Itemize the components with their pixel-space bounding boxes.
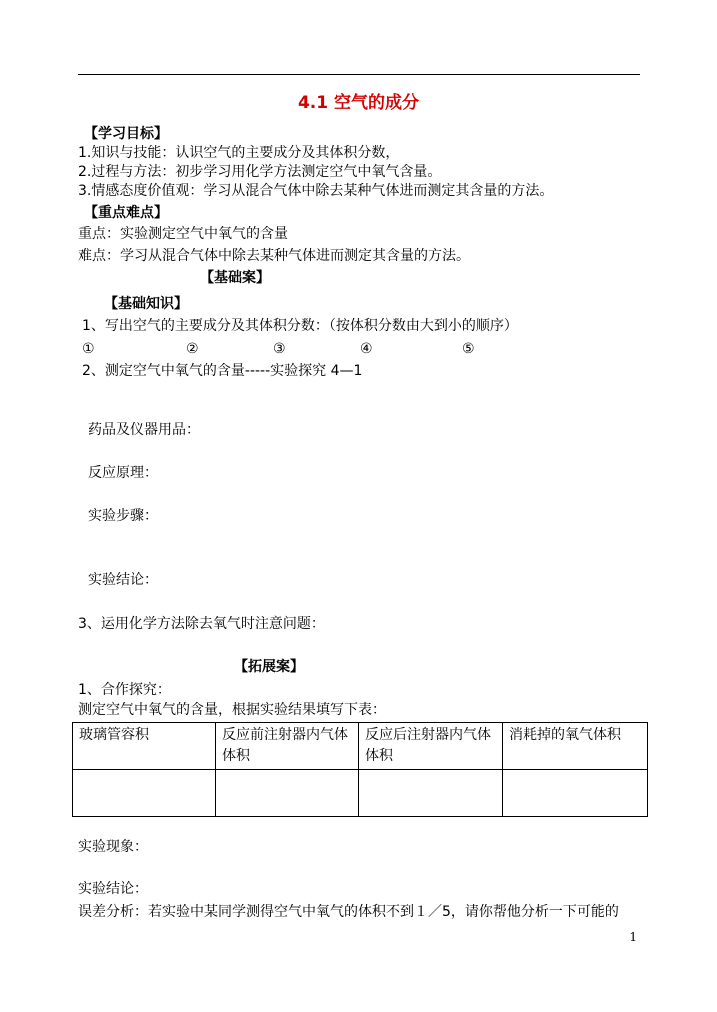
objectives-heading: 【学习目标】: [84, 126, 168, 142]
question-2: 2、测定空气中氧气的含量-----实验探究 4—1: [82, 363, 363, 379]
difficulty-text: 难点：学习从混合气体中除去某种气体进而测定其含量的方法。: [78, 248, 470, 264]
question-1: 1、写出空气的主要成分及其体积分数：（按体积分数由大到小的顺序）: [82, 318, 518, 334]
materials-label: 药品及仪器用品：: [88, 422, 200, 438]
page-title: 4.1 空气的成分: [297, 93, 420, 113]
error-analysis-text: 误差分析：若实验中某同学测得空气中氧气的体积不到１／5，请你帮他分析一下可能的: [78, 904, 619, 920]
table-header-cell: 反应前注射器内气体体积: [216, 723, 359, 770]
blank-marker-1: ①: [82, 341, 95, 357]
cooperative-inquiry: 1、合作探究：: [78, 682, 171, 698]
table-cell[interactable]: [216, 770, 359, 817]
question-3: 3、运用化学方法除去氧气时注意问题：: [78, 616, 325, 632]
steps-label: 实验步骤：: [88, 508, 158, 524]
table-header-row: [73, 723, 648, 770]
extension-conclusion-label: 实验结论：: [78, 881, 148, 897]
key-points-heading: 【重点难点】: [84, 205, 168, 221]
table-instruction: 测定空气中氧气的含量，根据实验结果填写下表：: [78, 702, 386, 718]
basic-knowledge-heading: 【基础知识】: [104, 296, 188, 312]
table-cell[interactable]: [73, 770, 216, 817]
results-table: [72, 722, 648, 817]
phenomenon-label: 实验现象：: [78, 839, 148, 855]
blank-marker-3: ③: [273, 341, 286, 357]
table-header-cell: 玻璃管容积: [73, 723, 216, 770]
table-cell[interactable]: [359, 770, 503, 817]
objective-item-2: 2.过程与方法：初步学习用化学方法测定空气中氧气含量。: [78, 164, 442, 180]
objective-item-1: 1.知识与技能：认识空气的主要成分及其体积分数，: [78, 145, 400, 161]
page-number: 1: [629, 930, 637, 944]
header-rule: [78, 74, 640, 75]
principle-label: 反应原理：: [88, 465, 158, 481]
table-header-cell: 反应后注射器内气体体积: [359, 723, 503, 770]
table-header-cell: 消耗掉的氧气体积: [503, 723, 648, 770]
objective-item-3: 3.情感态度价值观：学习从混合气体中除去某种气体进而测定其含量的方法。: [78, 183, 554, 199]
blank-marker-5: ⑤: [462, 341, 475, 357]
table-cell[interactable]: [503, 770, 648, 817]
table-row: [73, 770, 648, 817]
extension-heading: 【拓展案】: [234, 659, 304, 675]
key-point-text: 重点：实验测定空气中氧气的含量: [78, 226, 288, 242]
conclusion-label: 实验结论：: [88, 572, 158, 588]
blank-marker-2: ②: [186, 341, 199, 357]
blank-marker-4: ④: [360, 341, 373, 357]
basic-heading: 【基础案】: [200, 270, 270, 286]
